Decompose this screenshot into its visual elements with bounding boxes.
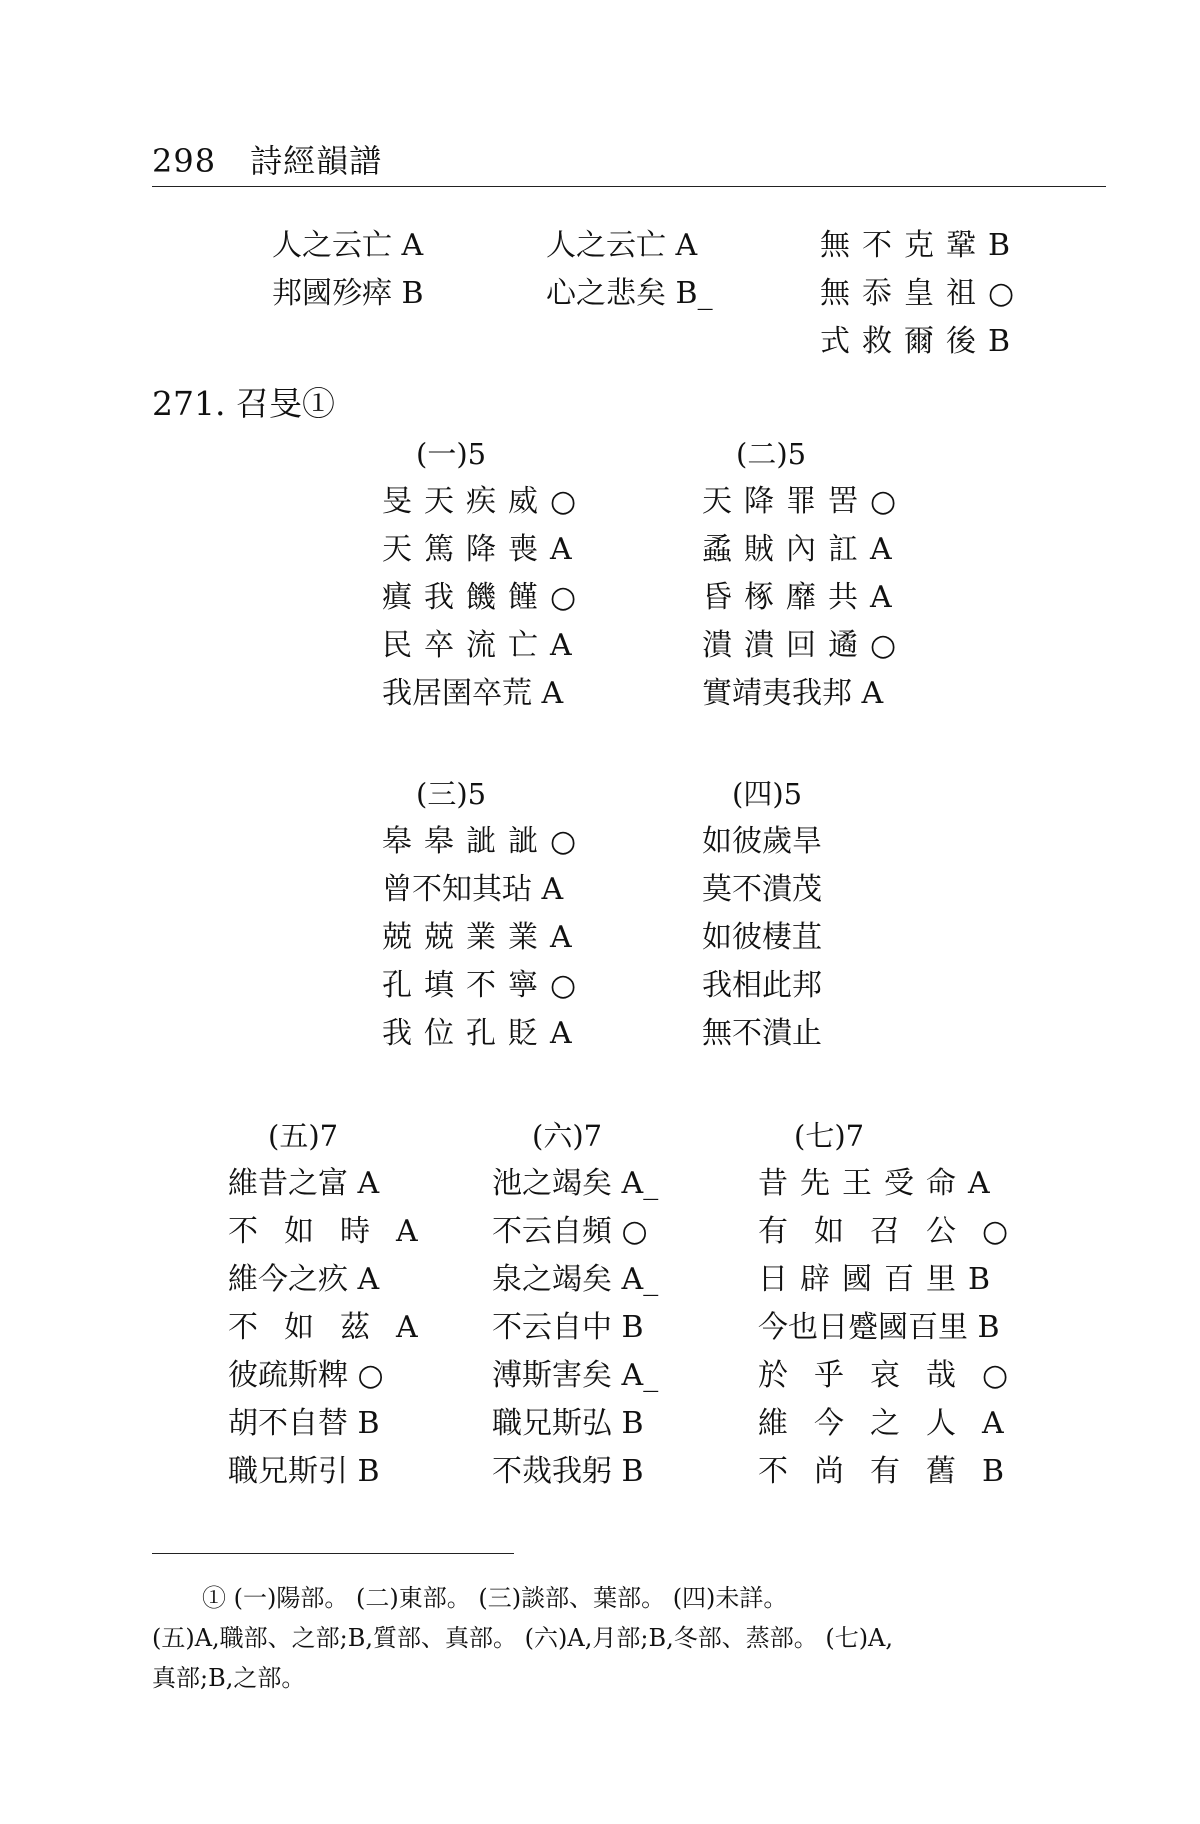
verse-line: 溥斯害矣 A_ [492, 1358, 659, 1393]
stanza-3 [382, 770, 588, 1058]
verse-line: 如彼歲旱 [702, 824, 822, 859]
verse-line: 邦國殄瘁 B [272, 276, 424, 311]
verse-line: 維今之人A [758, 1406, 1030, 1441]
verse-line: 維今之疚 A [228, 1262, 380, 1297]
verse-line: 不如茲A [228, 1310, 444, 1345]
prev-col-2 [546, 222, 713, 318]
verse-line: 蟊賊內訌A [702, 532, 904, 567]
stanza-7 [758, 1112, 1034, 1496]
verse-line: 瘨我饑饉○ [382, 580, 589, 615]
stanza-heading: (一)5 [416, 437, 487, 471]
footnote-line: ① (一)陽部。 (二)東部。 (三)談部、葉部。 (四)未詳。 [202, 1584, 788, 1612]
verse-line: 泉之竭矣 A_ [492, 1262, 659, 1297]
verse-line: 心之悲矣 B_ [546, 276, 713, 311]
verse-line: 不如時A [228, 1214, 444, 1249]
verse-line: 我相此邦 [702, 968, 822, 1003]
verse-line: 民卒流亡A [382, 628, 584, 663]
verse-line: 曾不知其玷 A [382, 872, 564, 907]
verse-line: 兢兢業業A [382, 920, 584, 955]
verse-line: 如彼棲苴 [702, 920, 822, 955]
verse-line: 潰潰回遹○ [702, 628, 909, 663]
verse-line: 不云自中 B [492, 1310, 644, 1345]
verse-line: 我居圉卒荒 A [382, 676, 564, 711]
header-rule [152, 186, 1106, 187]
page-number: 298 [152, 142, 217, 180]
stanza-heading: (六)7 [532, 1119, 603, 1153]
verse-line: 昏椓靡共A [702, 580, 904, 615]
footnote [152, 1578, 1112, 1698]
verse-line: 無不潰止 [702, 1016, 822, 1051]
stanza-heading: (三)5 [416, 777, 487, 811]
verse-line: 皋皋訿訿○ [382, 824, 589, 859]
stanza-heading: (二)5 [736, 437, 807, 471]
verse-line: 職兄斯引 B [228, 1454, 380, 1489]
verse-line: 不尚有舊B [758, 1454, 1031, 1489]
verse-line: 旻天疾威○ [382, 484, 589, 519]
verse-line: 維昔之富 A [228, 1166, 380, 1201]
verse-line: 池之竭矣 A_ [492, 1166, 659, 1201]
stanza-5 [228, 1112, 444, 1496]
verse-line: 不云自頻 ○ [492, 1214, 648, 1249]
verse-line: 不烖我躬 B [492, 1454, 644, 1489]
verse-line: 於乎哀哉○ [758, 1358, 1035, 1393]
verse-line: 人之云亡 A [272, 228, 424, 263]
stanza-4 [702, 770, 822, 1058]
verse-line: 彼疏斯粺 ○ [228, 1358, 384, 1393]
stanza-2 [702, 430, 908, 718]
verse-line: 實靖夷我邦 A [702, 676, 884, 711]
verse-line: 職兄斯弘 B [492, 1406, 644, 1441]
page-header [152, 136, 382, 182]
verse-line: 式救爾後B [820, 324, 1023, 359]
book-title: 詩經韻譜 [250, 142, 383, 180]
verse-line: 莫不潰茂 [702, 872, 822, 907]
verse-line: 天降罪罟○ [702, 484, 909, 519]
poem-title: 271. 召旻① [152, 384, 335, 423]
verse-line: 胡不自替 B [228, 1406, 380, 1441]
stanza-heading: (四)5 [732, 777, 803, 811]
footnote-rule [152, 1553, 514, 1554]
prev-col-3 [820, 222, 1026, 366]
verse-line: 人之云亡 A [546, 228, 698, 263]
verse-line: 有如召公○ [758, 1214, 1035, 1249]
footnote-line: 真部;B,之部。 [152, 1664, 306, 1692]
verse-line: 無忝皇祖○ [820, 276, 1027, 311]
verse-line: 孔填不寧○ [382, 968, 589, 1003]
verse-line: 我位孔貶A [382, 1016, 584, 1051]
verse-line: 昔先王受命A [758, 1166, 1002, 1201]
footnote-line: (五)A,職部、之部;B,質部、真部。 (六)A,月部;B,冬部、蒸部。 (七)A, [152, 1624, 894, 1652]
stanza-1 [382, 430, 588, 718]
stanza-6 [492, 1112, 658, 1496]
verse-line: 日辟國百里B [758, 1262, 1003, 1297]
verse-line: 無不克鞏B [820, 228, 1023, 263]
stanza-heading: (五)7 [268, 1119, 339, 1153]
stanza-heading: (七)7 [794, 1119, 865, 1153]
verse-line: 天篤降喪A [382, 532, 584, 567]
verse-line: 今也日蹙國百里 B [758, 1310, 1000, 1345]
prev-col-1 [272, 222, 424, 318]
